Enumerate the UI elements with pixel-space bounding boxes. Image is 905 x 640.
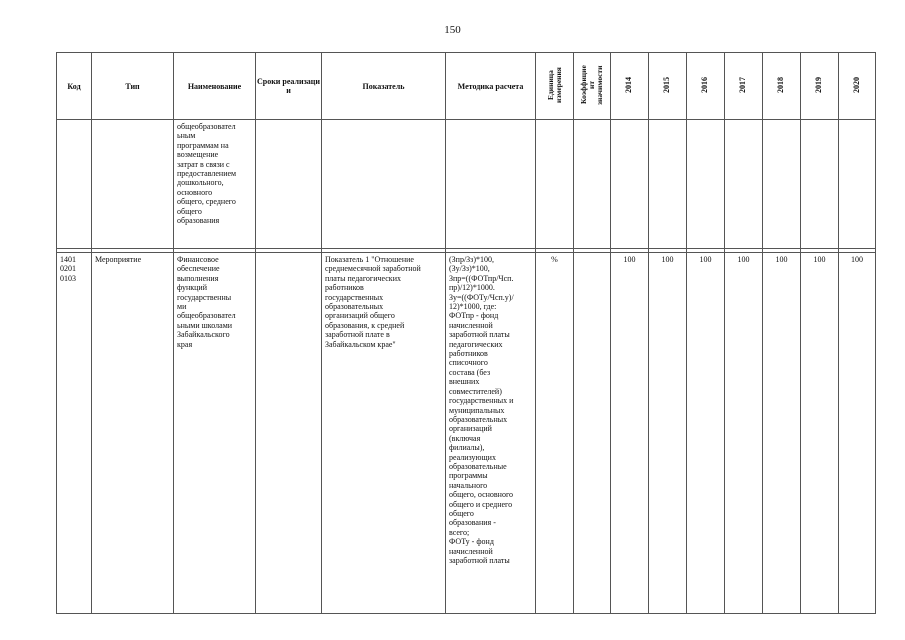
header-metodika: Методика расчета [446, 53, 536, 120]
cell-tip [92, 120, 174, 249]
header-year-cell [687, 53, 725, 120]
year-value: 100 [623, 255, 636, 264]
year-value: 100 [851, 255, 863, 264]
koeff-text [574, 253, 610, 255]
header-year-cell [611, 53, 649, 120]
cell-year-value [687, 253, 725, 614]
year-value: 100 [699, 255, 712, 264]
cell-year [839, 120, 876, 249]
cell-naimenovanie [174, 120, 256, 249]
cell-pokazatel [322, 253, 446, 614]
header-edinica-cell [536, 53, 574, 120]
cell-year-value [801, 253, 839, 614]
cell-koeff [574, 120, 611, 249]
tip-text: Мероприятие [95, 255, 142, 264]
header-year-cell [839, 53, 876, 120]
year-value: 100 [813, 255, 826, 264]
header-pokazatel: Показатель [322, 53, 446, 120]
pokazatel-text: Показатель 1 "Отношение среднемесячной заработной платы педагогических работников государственных образовательных организаций общего образования, к средней заработной плате в Забайкальском крае" [325, 255, 421, 349]
cell-naimenovanie [174, 253, 256, 614]
cell-year-value [725, 253, 763, 614]
edinica-text: % [551, 255, 558, 264]
cell-kod [57, 120, 92, 249]
header-year-cell [763, 53, 801, 120]
cell-year [763, 120, 801, 249]
header-naimenovanie: Наименование [174, 53, 256, 120]
cell-year [801, 120, 839, 249]
cell-edinica [536, 253, 574, 614]
cell-year-value [611, 253, 649, 614]
header-koeff: Коэффицие нт значимости [579, 65, 604, 105]
cell-sroki [256, 253, 322, 614]
metodika-text: (Зпр/Зз)*100, (Зу/Зз)*100, Зпр=((ФОТпр/Чсп. пр)/12)*1000. Зу=((ФОТу/Чсп.у)/ 12)*1000, где: ФОТпр - фонд начисленной заработной платы педагогических работников списочного состава (без внешних совместителей) государственных и муниципальных образовательных организаций (включая филиалы), реализующих образовательные программы начального общего, основного общего и среднего общего образования - всего; ФОТу - фонд начисленной заработной платы [449, 255, 514, 565]
year-value: 100 [661, 255, 674, 264]
header-year: 2018 [776, 77, 786, 93]
header-edinica: Единица измерения [545, 67, 563, 103]
table-row [57, 253, 876, 614]
naimenovanie-text: общеобразовател ьным программам на возмещение затрат в связи с предоставлением дошкольного, основного общего, среднего общего образования [177, 122, 237, 226]
cell-kod [57, 253, 92, 614]
cell-year [687, 120, 725, 249]
header-year: 2017 [738, 77, 748, 93]
header-year: 2016 [700, 77, 710, 93]
header-kod: Код [57, 53, 92, 120]
header-year-cell [725, 53, 763, 120]
header-year-cell [649, 53, 687, 120]
cell-year [649, 120, 687, 249]
cell-koeff [574, 253, 611, 614]
kod-text: 1401 0201 0103 [60, 255, 76, 283]
cell-edinica [536, 120, 574, 249]
cell-year [611, 120, 649, 249]
header-sroki: Сроки реализаци и [256, 53, 322, 120]
header-year: 2014 [624, 77, 634, 93]
cell-metodika [446, 253, 536, 614]
indicators-table [56, 52, 876, 614]
header-year: 2020 [851, 77, 861, 93]
cell-year-value [649, 253, 687, 614]
table-header-row [57, 53, 876, 120]
table-row [57, 120, 876, 249]
naimenovanie-text: Финансовое обеспечение выполнения функций государственны ми общеобразовател ьными школами Забайкальского края [177, 255, 236, 349]
cell-year-value [839, 253, 876, 614]
cell-metodika [446, 120, 536, 249]
header-tip: Тип [92, 53, 174, 120]
cell-sroki [256, 120, 322, 249]
cell-tip [92, 253, 174, 614]
header-year-cell [801, 53, 839, 120]
header-year: 2019 [814, 77, 824, 93]
year-value: 100 [775, 255, 788, 264]
header-koeff-cell [574, 53, 611, 120]
cell-year [725, 120, 763, 249]
cell-year-value [763, 253, 801, 614]
header-year: 2015 [662, 77, 672, 93]
cell-pokazatel [322, 120, 446, 249]
page-number: 150 [444, 24, 461, 36]
year-value: 100 [737, 255, 750, 264]
